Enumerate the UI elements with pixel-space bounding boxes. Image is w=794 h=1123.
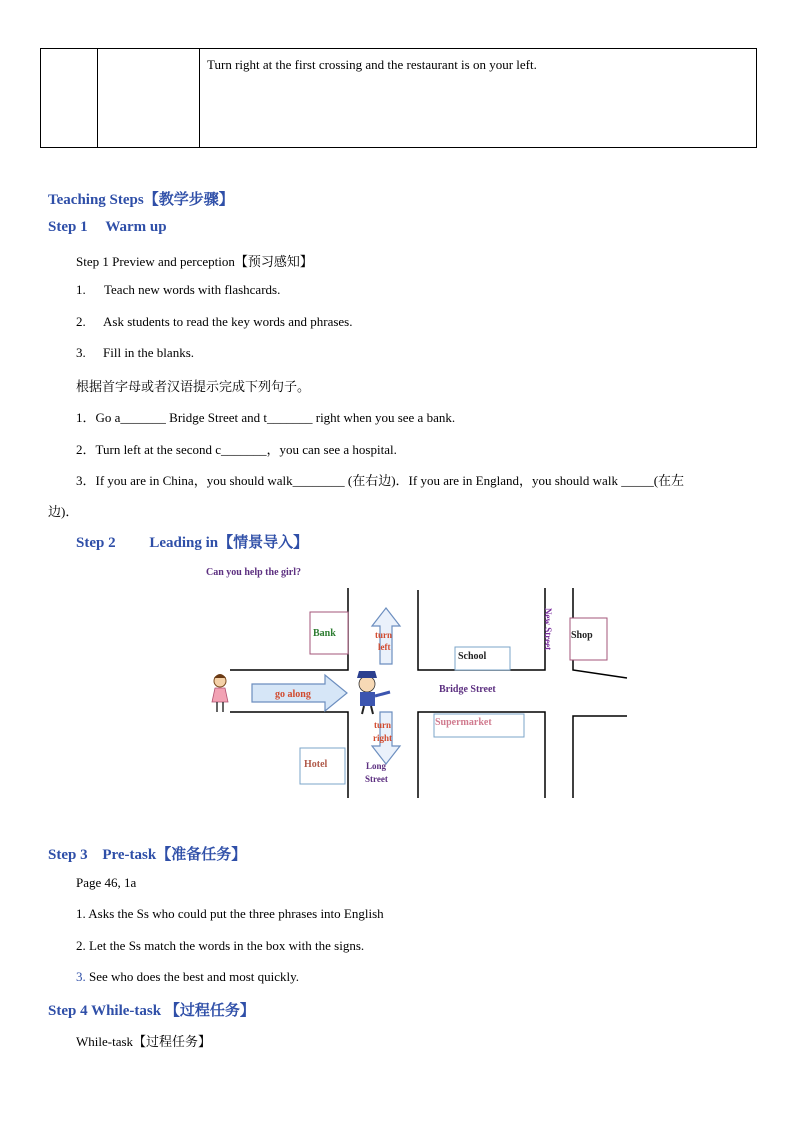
turn-right-label-2: right <box>373 733 392 743</box>
page-reference: Page 46, 1a <box>76 875 137 890</box>
fill-blank-sentence-3-cont: 边)． <box>48 504 79 519</box>
teaching-steps-heading: Teaching Steps【教学步骤】 <box>48 192 234 208</box>
fill-blank-sentence-1: 1．Go a_______ Bridge Street and t_______ right when you see a bank. <box>76 410 456 425</box>
girl-icon <box>212 674 228 712</box>
list-item-number: 3. <box>76 969 86 984</box>
list-item: 2. Let the Ss match the words in the box with the signs. <box>76 938 365 953</box>
table-cell-3: Turn right at the first crossing and the restaurant is on your left. <box>207 57 537 72</box>
table-cell-1 <box>41 49 98 147</box>
map-title: Can you help the girl? <box>206 567 302 578</box>
step3-heading-title: Pre-task【准备任务】 <box>102 847 247 863</box>
supermarket-label: Supermarket <box>435 717 492 728</box>
police-officer-icon <box>357 671 390 714</box>
bank-label: Bank <box>313 628 336 639</box>
step1-heading-num: Step 1 <box>48 219 88 235</box>
turn-left-label-1: turn <box>375 630 393 640</box>
lesson-table <box>40 48 757 148</box>
step4-heading: Step 4 While-task 【过程任务】 <box>48 1003 255 1019</box>
step1-heading <box>48 219 167 236</box>
list-item: 2. Ask students to read the key words and phrases. <box>76 314 353 329</box>
list-item: 1. Teach new words with flashcards. <box>76 282 281 297</box>
fill-blank-sentence-2: 2．Turn left at the second c_______，you can see a hospital. <box>76 442 397 457</box>
fill-blank-instruction: 根据首字母或者汉语提示完成下列句子。 <box>76 379 311 394</box>
table-cell-2 <box>98 49 200 147</box>
shop-label: Shop <box>571 630 593 641</box>
long-street-label-1: Long <box>366 761 387 771</box>
step2-heading-num: Step 2 <box>76 535 116 551</box>
step2-heading-title: Leading in【情景导入】 <box>149 535 309 551</box>
turn-left-label-2: left <box>378 642 391 652</box>
step4-subheading: While-task【过程任务】 <box>76 1034 212 1049</box>
step3-heading <box>48 843 246 864</box>
hotel-label: Hotel <box>304 759 328 770</box>
long-street-label-2: Street <box>365 774 388 784</box>
step2-heading <box>76 531 308 552</box>
step1-heading-title: Warm up <box>105 219 167 235</box>
bridge-street-label: Bridge Street <box>439 684 496 695</box>
step1-subheading: Step 1 Preview and perception【预习感知】 <box>76 254 313 269</box>
list-item: 1. Asks the Ss who could put the three phrases into English <box>76 906 384 921</box>
school-label: School <box>458 651 487 662</box>
list-item: 3. See who does the best and most quickly. <box>76 969 300 984</box>
fill-blank-sentence-3: 3．If you are in China，you should walk________ (在右边)．If you are in England，you should walk _____(在左 <box>76 473 685 488</box>
turn-right-label-1: turn <box>374 720 392 730</box>
go-along-label: go along <box>275 689 311 700</box>
direction-map <box>190 560 640 805</box>
list-item: 3. Fill in the blanks. <box>76 345 194 360</box>
new-street-label: New Street <box>543 608 553 651</box>
step3-heading-num: Step 3 <box>48 847 88 863</box>
